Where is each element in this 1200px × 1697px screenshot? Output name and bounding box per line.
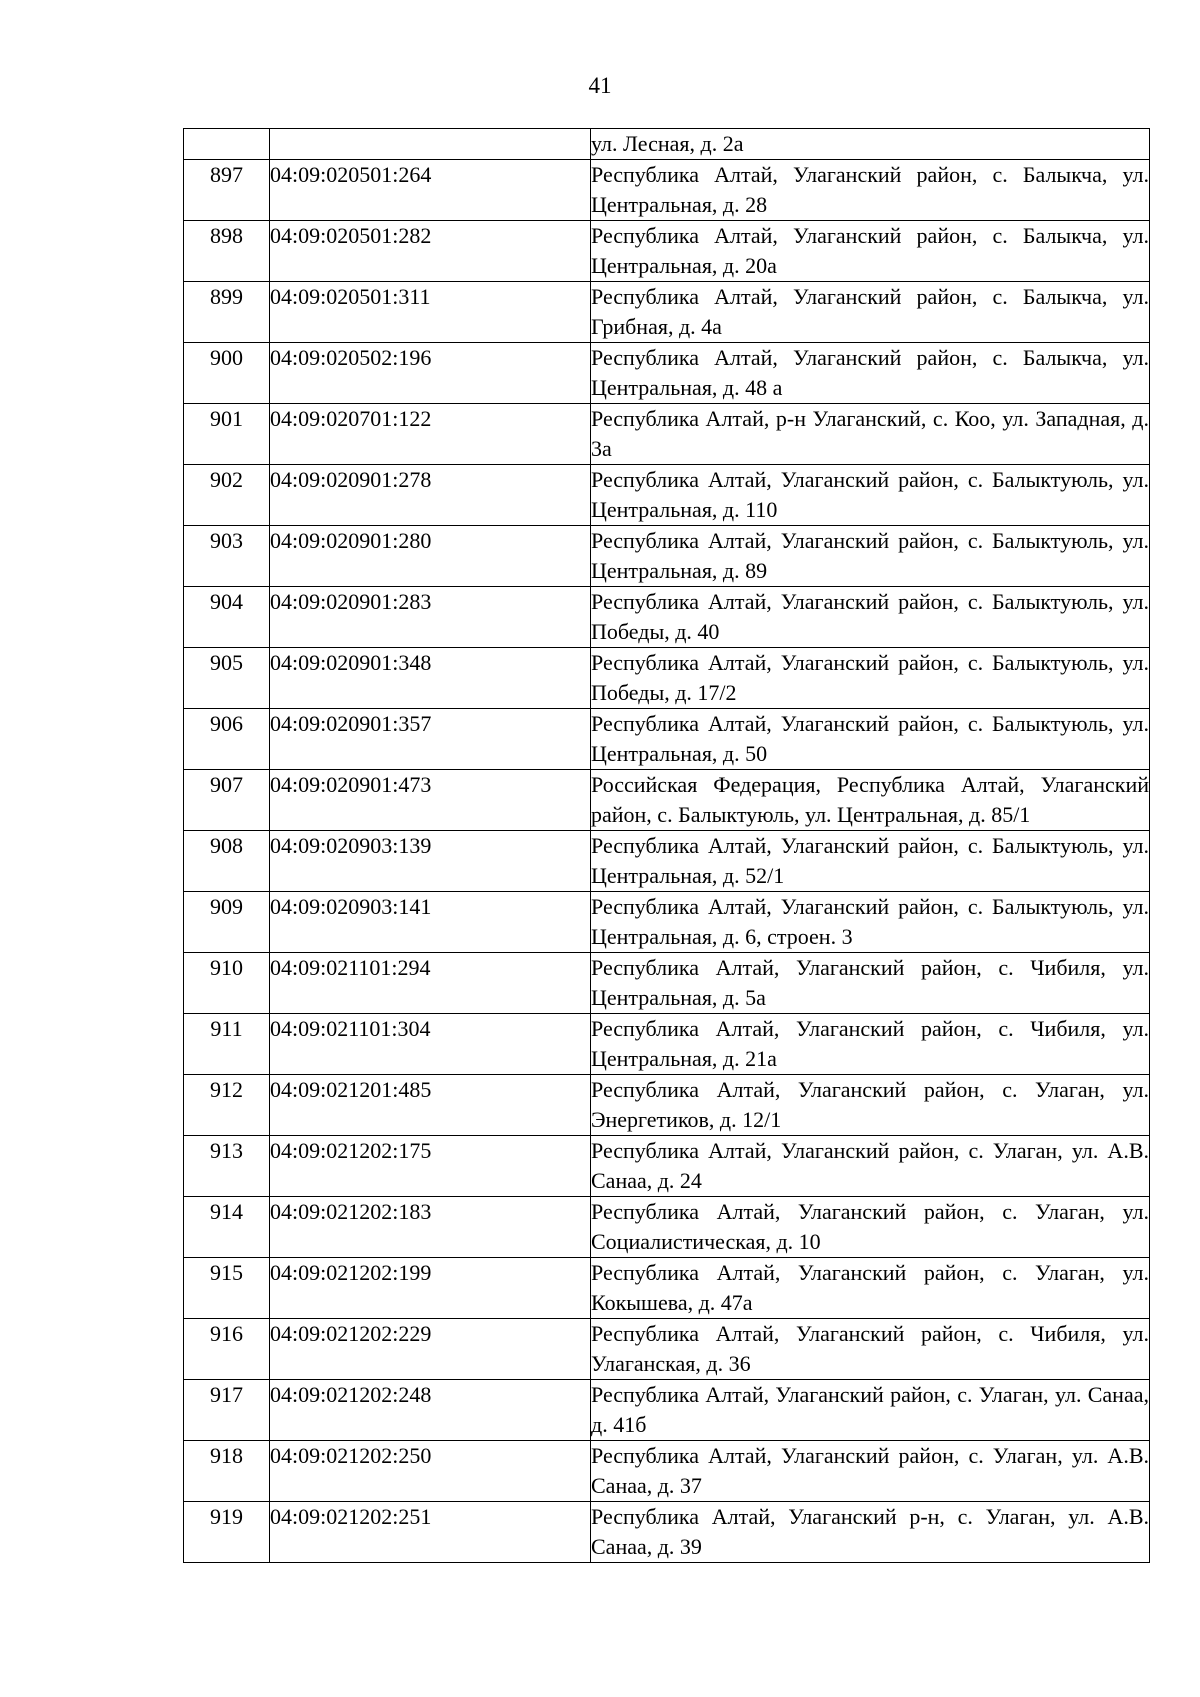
table-row: [184, 1319, 1150, 1380]
address-text: Республика Алтай, Улаганский район, с. Чибиля, ул. Центральная, д. 21а: [591, 1016, 1149, 1071]
address-cell: [591, 709, 1150, 770]
address-cell: [591, 160, 1150, 221]
table-row: [184, 892, 1150, 953]
address-text: Республика Алтай, Улаганский район, с. Балыктуюль, ул. Центральная, д. 50: [591, 711, 1149, 766]
table-row: [184, 648, 1150, 709]
registry-table-body: [184, 129, 1150, 1563]
table-row: [184, 526, 1150, 587]
address-cell: [591, 1441, 1150, 1502]
address-cell: [591, 1136, 1150, 1197]
row-number: [184, 129, 270, 160]
row-number: 915: [184, 1258, 270, 1319]
address-text: Республика Алтай, Улаганский район, с. Балыктуюль, ул. Центральная, д. 89: [591, 528, 1149, 583]
cadastral-number: 04:09:020901:357: [270, 709, 591, 770]
cadastral-number: 04:09:020901:473: [270, 770, 591, 831]
address-text: Республика Алтай, Улаганский район, с. Улаган, ул. Санаа, д. 41б: [591, 1382, 1149, 1437]
cadastral-number: 04:09:021202:251: [270, 1502, 591, 1563]
page-number: 41: [588, 73, 612, 98]
table-row: [184, 221, 1150, 282]
address-cell: [591, 648, 1150, 709]
table-row: [184, 1441, 1150, 1502]
row-number: 903: [184, 526, 270, 587]
address-text: Республика Алтай, Улаганский район, с. Балыктуюль, ул. Победы, д. 40: [591, 589, 1149, 644]
address-text: Республика Алтай, Улаганский район, с. Балыктуюль, ул. Центральная, д. 110: [591, 467, 1149, 522]
table-row: [184, 129, 1150, 160]
table-row: [184, 1380, 1150, 1441]
row-number: 913: [184, 1136, 270, 1197]
row-number: 904: [184, 587, 270, 648]
cadastral-number: 04:09:020901:278: [270, 465, 591, 526]
cadastral-number: 04:09:020501:311: [270, 282, 591, 343]
cadastral-number: 04:09:020701:122: [270, 404, 591, 465]
address-text: Республика Алтай, Улаганский район, с. Балыктуюль, ул. Победы, д. 17/2: [591, 650, 1149, 705]
cadastral-number: [270, 129, 591, 160]
address-text: Республика Алтай, Улаганский р-н, с. Улаган, ул. А.В. Санаа, д. 39: [591, 1504, 1149, 1559]
address-cell: [591, 221, 1150, 282]
address-cell: [591, 892, 1150, 953]
address-text: Республика Алтай, Улаганский район, с. Балыкча, ул. Центральная, д. 20а: [591, 223, 1149, 278]
address-cell: [591, 1502, 1150, 1563]
address-text: Республика Алтай, Улаганский район, с. Улаган, ул. Энергетиков, д. 12/1: [591, 1077, 1149, 1132]
row-number: 910: [184, 953, 270, 1014]
row-number: 916: [184, 1319, 270, 1380]
address-cell: [591, 1258, 1150, 1319]
address-cell: [591, 526, 1150, 587]
row-number: 912: [184, 1075, 270, 1136]
address-cell: [591, 1380, 1150, 1441]
row-number: 918: [184, 1441, 270, 1502]
cadastral-number: 04:09:020901:348: [270, 648, 591, 709]
registry-table: [183, 128, 1150, 1563]
address-cell: [591, 1014, 1150, 1075]
address-cell: [591, 1197, 1150, 1258]
address-cell: [591, 129, 1150, 160]
address-text: Республика Алтай, Улаганский район, с. Улаган, ул. Кокышева, д. 47а: [591, 1260, 1149, 1315]
table-row: [184, 1502, 1150, 1563]
table-row: [184, 770, 1150, 831]
cadastral-number: 04:09:021201:485: [270, 1075, 591, 1136]
cadastral-number: 04:09:021202:250: [270, 1441, 591, 1502]
address-text: Республика Алтай, Улаганский район, с. Балыктуюль, ул. Центральная, д. 52/1: [591, 833, 1149, 888]
row-number: 897: [184, 160, 270, 221]
address-text: Республика Алтай, р-н Улаганский, с. Коо, ул. Западная, д. 3а: [591, 406, 1149, 461]
address-cell: [591, 831, 1150, 892]
row-number: 917: [184, 1380, 270, 1441]
cadastral-number: 04:09:020901:283: [270, 587, 591, 648]
cadastral-number: 04:09:020502:196: [270, 343, 591, 404]
cadastral-number: 04:09:021101:294: [270, 953, 591, 1014]
row-number: 902: [184, 465, 270, 526]
cadastral-number: 04:09:021202:248: [270, 1380, 591, 1441]
row-number: 898: [184, 221, 270, 282]
table-row: [184, 587, 1150, 648]
cadastral-number: 04:09:021202:175: [270, 1136, 591, 1197]
address-text: Республика Алтай, Улаганский район, с. Балыкча, ул. Центральная, д. 48 а: [591, 345, 1149, 400]
address-text: Республика Алтай, Улаганский район, с. Балыкча, ул. Грибная, д. 4а: [591, 284, 1149, 339]
address-cell: [591, 404, 1150, 465]
address-cell: [591, 343, 1150, 404]
table-row: [184, 343, 1150, 404]
table-row: [184, 160, 1150, 221]
cadastral-number: 04:09:020901:280: [270, 526, 591, 587]
address-cell: [591, 770, 1150, 831]
table-row: [184, 709, 1150, 770]
table-row: [184, 1258, 1150, 1319]
row-number: 906: [184, 709, 270, 770]
row-number: 901: [184, 404, 270, 465]
address-cell: [591, 1075, 1150, 1136]
table-row: [184, 282, 1150, 343]
address-cell: [591, 465, 1150, 526]
table-row: [184, 953, 1150, 1014]
cadastral-number: 04:09:021202:229: [270, 1319, 591, 1380]
row-number: 907: [184, 770, 270, 831]
cadastral-number: 04:09:021202:183: [270, 1197, 591, 1258]
address-text: Республика Алтай, Улаганский район, с. Улаган, ул. А.В. Санаа, д. 24: [591, 1138, 1149, 1193]
address-text: Республика Алтай, Улаганский район, с. Чибиля, ул. Центральная, д. 5а: [591, 955, 1149, 1010]
table-row: [184, 1136, 1150, 1197]
table-row: [184, 831, 1150, 892]
cadastral-number: 04:09:020501:264: [270, 160, 591, 221]
address-text: Республика Алтай, Улаганский район, с. Улаган, ул. А.В. Санаа, д. 37: [591, 1443, 1149, 1498]
row-number: 905: [184, 648, 270, 709]
address-cell: [591, 1319, 1150, 1380]
cadastral-number: 04:09:020903:139: [270, 831, 591, 892]
address-text: Республика Алтай, Улаганский район, с. Балыкча, ул. Центральная, д. 28: [591, 162, 1149, 217]
table-row: [184, 1197, 1150, 1258]
cadastral-number: 04:09:020903:141: [270, 892, 591, 953]
row-number: 911: [184, 1014, 270, 1075]
address-text: Республика Алтай, Улаганский район, с. Улаган, ул. Социалистическая, д. 10: [591, 1199, 1149, 1254]
row-number: 900: [184, 343, 270, 404]
address-text: ул. Лесная, д. 2а: [591, 131, 744, 156]
address-text: Российская Федерация, Республика Алтай, Улаганский район, с. Балыктуюль, ул. Центральная, д. 85/1: [591, 772, 1149, 827]
address-cell: [591, 282, 1150, 343]
table-row: [184, 465, 1150, 526]
row-number: 908: [184, 831, 270, 892]
table-row: [184, 1075, 1150, 1136]
cadastral-number: 04:09:020501:282: [270, 221, 591, 282]
row-number: 899: [184, 282, 270, 343]
row-number: 919: [184, 1502, 270, 1563]
cadastral-number: 04:09:021202:199: [270, 1258, 591, 1319]
table-row: [184, 1014, 1150, 1075]
address-text: Республика Алтай, Улаганский район, с. Балыктуюль, ул. Центральная, д. 6, строен. 3: [591, 894, 1149, 949]
row-number: 914: [184, 1197, 270, 1258]
address-cell: [591, 953, 1150, 1014]
cadastral-number: 04:09:021101:304: [270, 1014, 591, 1075]
address-cell: [591, 587, 1150, 648]
row-number: 909: [184, 892, 270, 953]
address-text: Республика Алтай, Улаганский район, с. Чибиля, ул. Улаганская, д. 36: [591, 1321, 1149, 1376]
table-row: [184, 404, 1150, 465]
